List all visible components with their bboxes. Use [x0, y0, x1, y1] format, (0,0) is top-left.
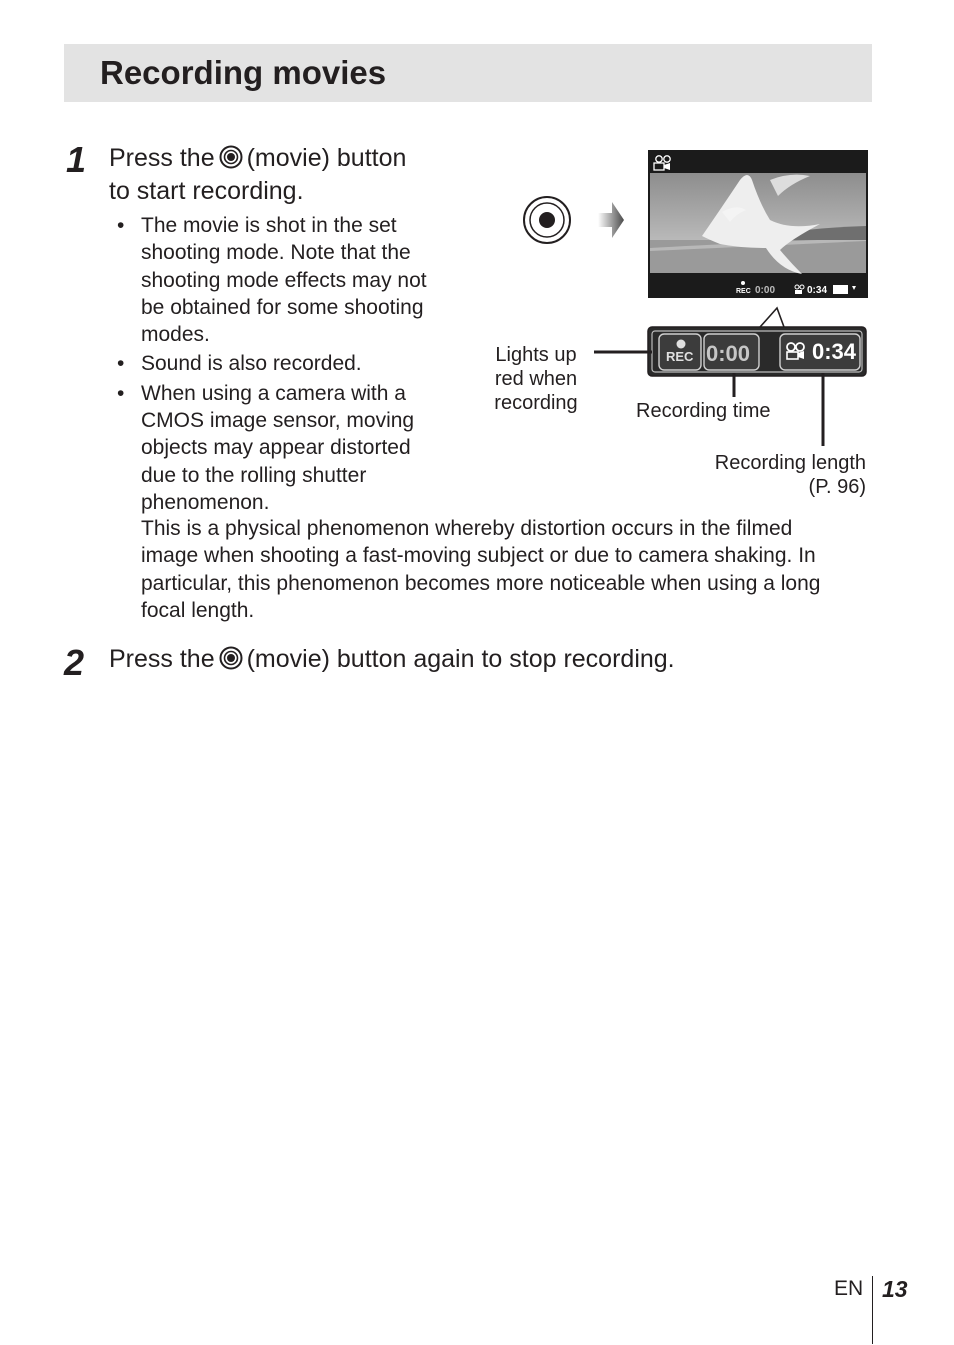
- camera-screen: [648, 150, 868, 298]
- language-label: EN: [834, 1277, 864, 1300]
- step-2-text-before: Press the: [109, 645, 215, 673]
- section-header: [64, 44, 872, 102]
- step-1-text-line2: to start recording.: [109, 177, 304, 205]
- movie-button-icon: [219, 646, 243, 670]
- resolution-icon: [833, 285, 848, 294]
- screen-rec-time: 0:00: [755, 285, 776, 296]
- page-title: Recording movies: [100, 54, 387, 91]
- zoom-rec-label: REC: [666, 349, 694, 364]
- screen-length: 0:34: [807, 285, 828, 296]
- page-number: 13: [882, 1276, 908, 1302]
- zoomed-status-bar: [648, 327, 866, 376]
- right-arrow-icon: [598, 202, 624, 238]
- record-dot-icon: [741, 281, 745, 285]
- note-item: • When using a camera with a CMOS image sensor, moving objects may appear distorted due to the rolling shutter phenomenon.: [117, 381, 415, 514]
- rolling-shutter-explanation: This is a physical phenomenon whereby distortion occurs in the filmed image when shooting a fast-moving subject or due to camera shaking. In particular, this phenomenon becomes more noticeable when using a long focal length.: [141, 517, 821, 622]
- footer-divider: [872, 1276, 873, 1344]
- callout-lights-up: Lights up red when recording: [494, 344, 578, 414]
- note-item: • Sound is also recorded.: [117, 352, 362, 376]
- step-2-number: 2: [64, 642, 85, 683]
- step-2-text-after: (movie) button again to stop recording.: [246, 645, 675, 673]
- callout-recording-time: Recording time: [636, 400, 771, 422]
- step-2-instruction: [109, 643, 889, 676]
- step-1-notes: [109, 212, 469, 516]
- step-1-instruction: [109, 142, 469, 208]
- zoom-rec-time: 0:00: [706, 341, 751, 366]
- record-indicator-icon: [677, 340, 686, 349]
- step-1-text-before: Press the: [109, 144, 215, 172]
- note-item: • The movie is shot in the set shooting mode. Note that the shooting mode effects may not be obtained for some shooting modes.: [117, 214, 427, 347]
- movie-button-icon: [219, 145, 243, 169]
- step-1-text-after: (movie) button: [246, 144, 407, 172]
- step-1-number: 1: [66, 139, 87, 180]
- screen-rec-label: REC: [736, 288, 751, 295]
- callout-recording-length: Recording length (P. 96): [714, 452, 866, 498]
- movie-button-icon: [524, 197, 570, 243]
- zoom-length: 0:34: [812, 339, 857, 364]
